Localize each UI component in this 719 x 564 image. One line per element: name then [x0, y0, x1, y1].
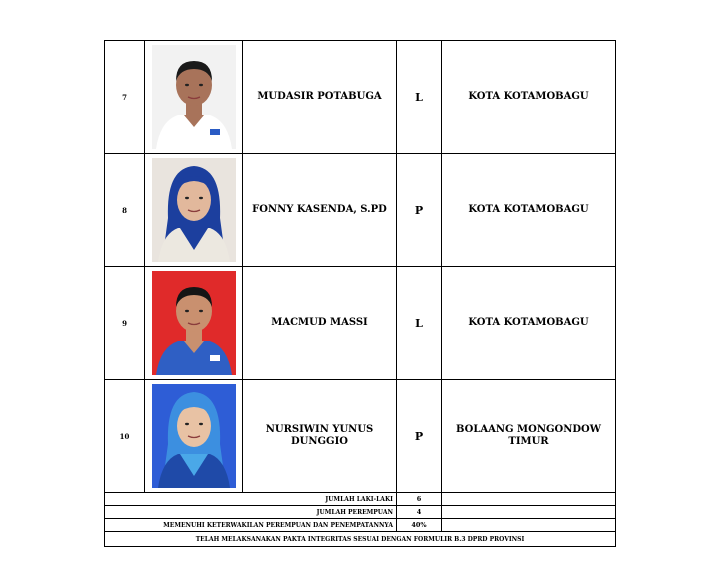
candidate-district: KOTA KOTAMOBAGU	[442, 154, 616, 267]
table-row	[105, 267, 616, 380]
summary-label-female: JUMLAH PEREMPUAN	[105, 506, 397, 519]
candidate-table	[104, 40, 616, 547]
summary-label-male: JUMLAH LAKI-LAKI	[105, 493, 397, 506]
candidate-photo-cell	[145, 41, 243, 154]
summary-empty-cell	[442, 506, 616, 519]
candidate-gender: L	[397, 41, 442, 154]
summary-row	[105, 506, 616, 519]
candidate-photo-cell	[145, 154, 243, 267]
candidate-number: 7	[105, 41, 145, 154]
table-row	[105, 154, 616, 267]
summary-value-representation: 40%	[397, 519, 442, 532]
candidate-district: BOLAANG MONGONDOW TIMUR	[442, 380, 616, 493]
candidate-district: KOTA KOTAMOBAGU	[442, 41, 616, 154]
summary-empty-cell	[442, 493, 616, 506]
candidate-name: MUDASIR POTABUGA	[243, 41, 397, 154]
candidate-name: MACMUD MASSI	[243, 267, 397, 380]
integrity-pact-statement: TELAH MELAKSANAKAN PAKTA INTEGRITAS SESUAI DENGAN FORMULIR B.3 DPRD PROVINSI	[105, 532, 616, 547]
candidate-name: NURSIWIN YUNUS DUNGGIO	[243, 380, 397, 493]
candidate-photo-cell	[145, 267, 243, 380]
summary-value-male: 6	[397, 493, 442, 506]
summary-empty-cell	[442, 519, 616, 532]
candidate-photo	[152, 384, 236, 488]
summary-value-female: 4	[397, 506, 442, 519]
candidate-photo	[152, 45, 236, 149]
candidate-photo-cell	[145, 380, 243, 493]
candidate-number: 10	[105, 380, 145, 493]
summary-row	[105, 493, 616, 506]
candidate-gender: P	[397, 380, 442, 493]
candidate-photo	[152, 271, 236, 375]
summary-row	[105, 519, 616, 532]
candidate-number: 8	[105, 154, 145, 267]
candidate-gender: L	[397, 267, 442, 380]
table-row	[105, 380, 616, 493]
table-row	[105, 41, 616, 154]
candidate-gender: P	[397, 154, 442, 267]
footer-row	[105, 532, 616, 547]
candidate-photo	[152, 158, 236, 262]
summary-label-representation: MEMENUHI KETERWAKILAN PEREMPUAN DAN PENEMPATANNYA	[105, 519, 397, 532]
candidate-name: FONNY KASENDA, S.PD	[243, 154, 397, 267]
candidate-number: 9	[105, 267, 145, 380]
candidate-district: KOTA KOTAMOBAGU	[442, 267, 616, 380]
